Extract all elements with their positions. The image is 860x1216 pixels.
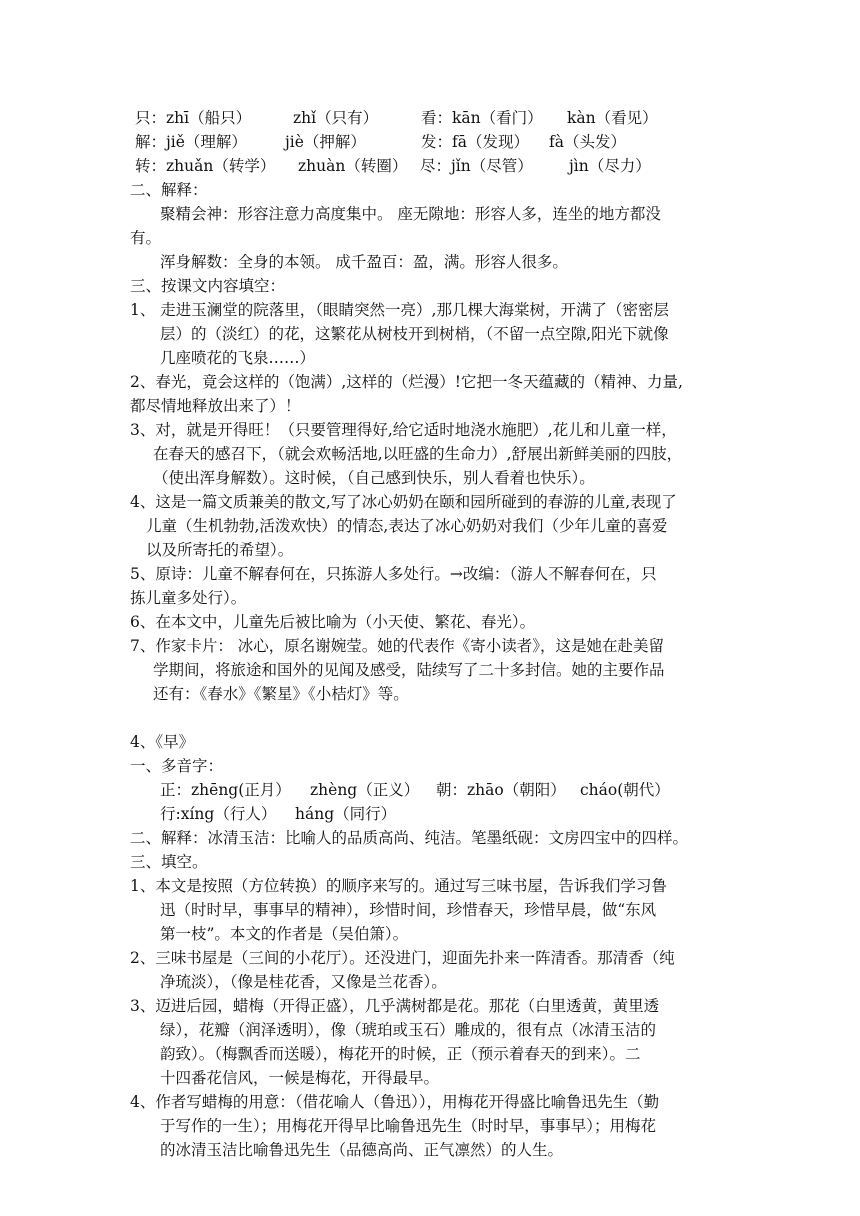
fill-item-4: 4、这是一篇文质兼美的散文,写了冰心奶奶在颐和园所碰到的春游的儿童,表现了 [130,493,677,511]
fill-item-7-cont: 学期间，将旅途和国外的见闻及感受，陆续写了二十多封信。她的主要作品 [153,661,665,679]
fill-item-2-cont: 都尽情地释放出来了）！ [130,397,301,415]
fill-item-1-cont: 层）的（淡红）的花，这繁花从树枝开到树梢，（不留一点空隙,阳光下就像 [160,325,669,343]
polyphone-entry: 发：fā（发现） [421,133,529,151]
polyphone-entry: 只：zhī（船只） [135,109,252,127]
polyphone-entry: kàn（看见） [567,109,658,127]
fill-heading: 三、按课文内容填空： [130,277,286,295]
fill-item-4-cont: 以及所寄托的希望）。 [146,541,294,559]
polyphone-entry: 解：jiě（理解） [135,133,247,151]
lesson-title: 4、《早》 [130,733,195,751]
lesson-fill-item-4-cont: 的冰清玉洁比喻鲁迅先生（品德高尚、正气凛然）的人生。 [160,1141,564,1159]
lesson-fill-item-1-cont: 第一枝”。本文的作者是（吴伯箫）。 [160,925,409,943]
lesson-fill-item-3-cont: 绿），花瓣（润泽透明），像（琥珀或玉石）雕成的，很有点（冰清玉洁的 [160,1021,657,1039]
explain-heading: 二、解释： [130,181,208,199]
explain-text: 有。 [130,229,162,247]
lesson-fill-item-2: 2、三味书屋是（三间的小花厅）。还没进门，迎面先扑来一阵清香。那清香（纯 [130,949,675,967]
polyphone-entry: zhuàn（转圈） [298,157,408,175]
polyphone-entry: cháo(朝代） [580,781,670,799]
fill-item-5: 5、原诗：儿童不解春何在，只拣游人多处行。→改编：（游人不解春何在，只 [130,565,657,583]
polyphone-heading: 一、多音字： [130,757,224,775]
lesson-fill-item-4-cont: 于写作的一生）；用梅花开得早比喻鲁迅先生（时时早，事事早）；用梅花 [160,1117,657,1135]
fill-item-3: 3、对，就是开得旺！（只要管理得好,给它适时地浇水施肥）,花儿和儿童一样， [130,421,677,439]
polyphone-entry: jiè（押解） [285,133,366,151]
fill-item-5-cont: 拣儿童多处行）。 [130,589,247,607]
explain-text: 聚精会神：形容注意力高度集中。 座无隙地：形容人多，连坐的地方都没 [160,205,661,223]
polyphone-entry: 看：kān（看门） [421,109,543,127]
fill-item-2: 2、春光，竟会这样的（饱满）,这样的（烂漫）!它把一冬天蕴藏的（精神、力量, [130,373,683,391]
lesson-fill-item-4: 4、作者写蜡梅的用意：（借花喻人（鲁迅）），用梅花开得盛比喻鲁迅先生（勤 [130,1093,660,1111]
lesson-fill-item-2-cont: 净琉淡），（像是桂花香，又像是兰花香）。 [160,973,447,991]
polyphone-entry: 转：zhuǎn（转学） [135,157,276,175]
fill-item-3-cont: 在春天的感召下，（就会欢畅活地,以旺盛的生命力）,舒展出新鲜美丽的四肢， [153,445,683,463]
fill-item-4-cont: 儿童（生机勃勃,活泼欢快）的情态,表达了冰心奶奶对我们（少年儿童的喜爱 [146,517,668,535]
polyphone-entry: 正：zhēng(正月） [160,781,291,799]
lesson-fill-item-3: 3、迈进后园，蜡梅（开得正盛），几乎满树都是花。那花（白里透黄，黄里透 [130,997,660,1015]
polyphone-entry: 朝：zhāo（朝阳） [436,781,566,799]
polyphone-entry: háng（同行） [295,805,397,823]
fill-item-7: 7、作家卡片： 冰心，原名谢婉莹。她的代表作《寄小读者》，这是她在赴美留 [130,637,665,655]
polyphone-entry: 行:xíng（行人） [160,805,277,823]
explain-text: 浑身解数：全身的本领。 成千盈百：盈，满。形容人很多。 [160,253,568,271]
fill-item-3-cont: （使出浑身解数）。这时候，（自己感到快乐，别人看着也快乐）。 [153,469,595,487]
fill-item-7-cont: 还有：《春水》《繁星》《小桔灯》等。 [153,685,409,703]
lesson-fill-item-3-cont: 十四番花信风，一候是梅花，开得最早。 [160,1069,440,1087]
polyphone-entry: fà（头发） [549,133,626,151]
lesson-explain: 二、解释：冰清玉洁：比喻人的品质高尚、纯洁。笔墨纸砚：文房四宝中的四样。 [130,829,689,847]
fill-item-1: 1、 走进玉澜堂的院落里，（眼睛突然一亮）,那几棵大海棠树，开满了（密密层 [130,301,669,319]
polyphone-entry: zhǐ（只有） [293,109,379,127]
fill-item-6: 6、在本文中，儿童先后被比喻为（小天使、繁花、春光）。 [130,613,536,631]
polyphone-entry: 尽：jǐn（尽管） [420,157,533,175]
fill-item-1-cont: 几座喷花的飞泉……） [160,349,316,367]
lesson-fill-item-3-cont: 韵致）。（梅飘香而送暖），梅花开的时候，正（预示着春天的到来）。二 [160,1045,641,1063]
lesson-fill-item-1: 1、本文是按照（方位转换）的顺序来写的。通过写三味书屋，告诉我们学习鲁 [130,877,667,895]
lesson-fill-item-1-cont: 迅（时时早，事事早的精神），珍惜时间，珍惜春天，珍惜早晨，做“东风 [160,901,657,919]
lesson-fill-heading: 三、填空。 [130,853,208,871]
polyphone-entry: jìn（尽力） [569,157,651,175]
polyphone-entry: zhèng（正义） [310,781,420,799]
